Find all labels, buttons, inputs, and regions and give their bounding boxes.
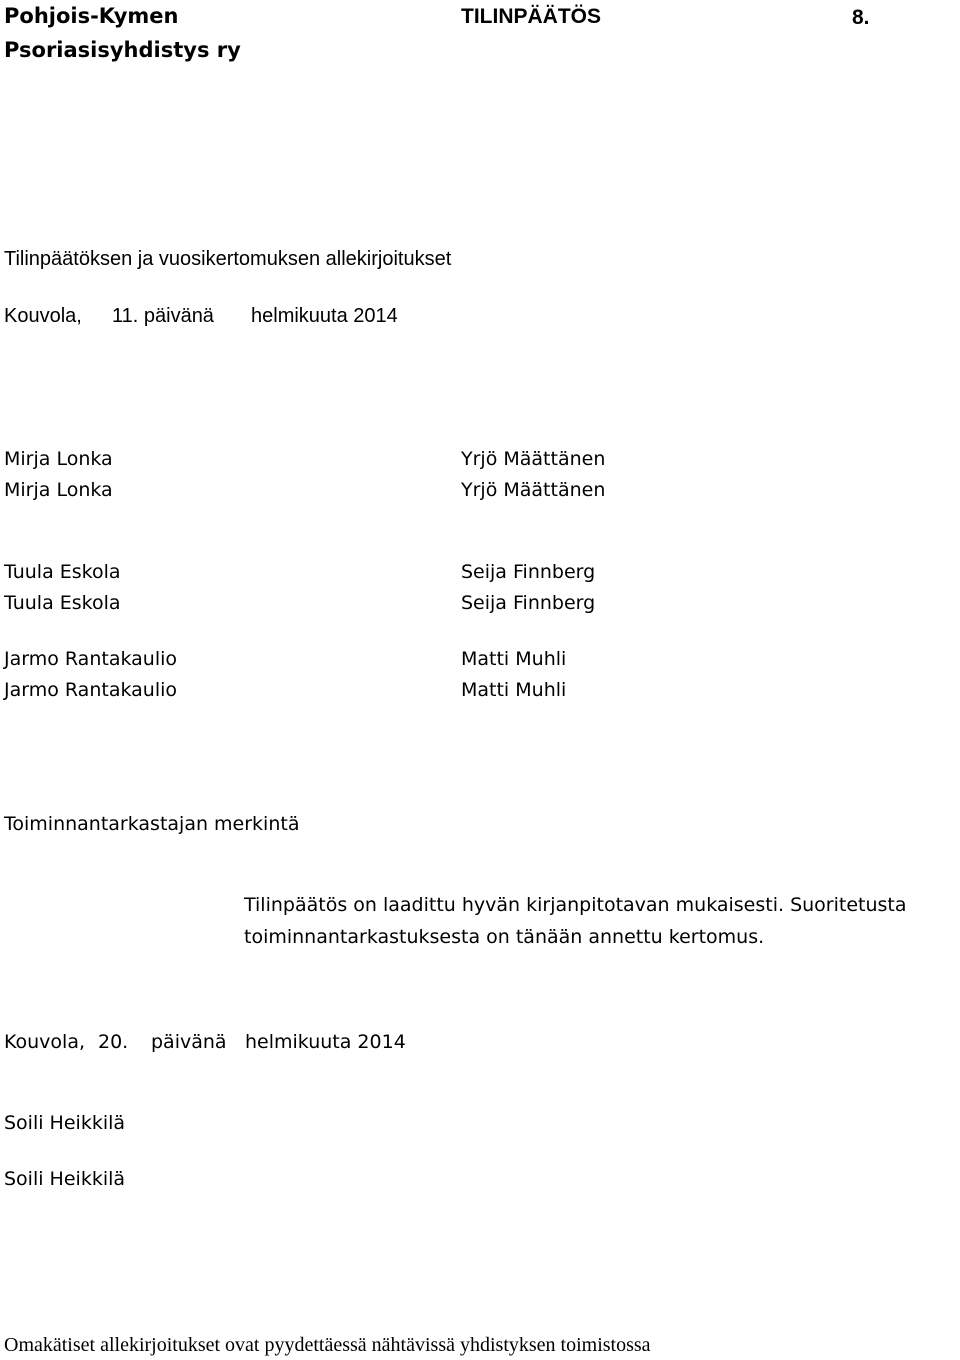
signatures-heading: Tilinpäätöksen ja vuosikertomuksen allekirjoitukset [4,248,452,270]
organization-name-line2: Psoriasisyhdistys ry [4,38,241,62]
auditor-day: 20. [98,1031,129,1053]
footer-note: Omakätiset allekirjoitukset ovat pyydettäessä nähtävissä yhdistyksen toimistossa [4,1334,651,1356]
auditor-statement-line1: Tilinpäätös on laadittu hyvän kirjanpitotavan mukaisesti. Suoritetusta [244,894,907,916]
auditor-statement-line2: toiminnantarkastuksesta on tänään annettu kertomus. [244,926,765,948]
signing-place: Kouvola, [4,305,82,327]
name-mirja-lonka: Mirja Lonka [4,479,113,501]
auditor-month-year: helmikuuta 2014 [245,1031,406,1053]
auditor-day-word: päivänä [151,1031,227,1053]
signing-day: 11. päivänä [112,305,214,327]
document-title: TILINPÄÄTÖS [461,5,601,28]
signature-matti-muhli: Matti Muhli [461,648,567,670]
signature-seija-finnberg: Seija Finnberg [461,561,596,583]
organization-name-line1: Pohjois-Kymen [4,4,179,28]
auditor-place: Kouvola, [4,1031,86,1053]
signature-tuula-eskola: Tuula Eskola [4,561,121,583]
name-jarmo-rantakaulio: Jarmo Rantakaulio [4,679,177,701]
page-number: 8. [852,6,870,29]
name-matti-muhli: Matti Muhli [461,679,567,701]
auditor-name: Soili Heikkilä [4,1168,126,1190]
name-seija-finnberg: Seija Finnberg [461,592,596,614]
auditor-heading: Toiminnantarkastajan merkintä [4,813,300,835]
signing-month-year: helmikuuta 2014 [251,305,398,327]
auditor-signature: Soili Heikkilä [4,1112,126,1134]
signature-yrjo-maattanen: Yrjö Määttänen [461,448,606,470]
name-tuula-eskola: Tuula Eskola [4,592,121,614]
name-yrjo-maattanen: Yrjö Määttänen [461,479,606,501]
signature-mirja-lonka: Mirja Lonka [4,448,113,470]
signature-jarmo-rantakaulio: Jarmo Rantakaulio [4,648,177,670]
